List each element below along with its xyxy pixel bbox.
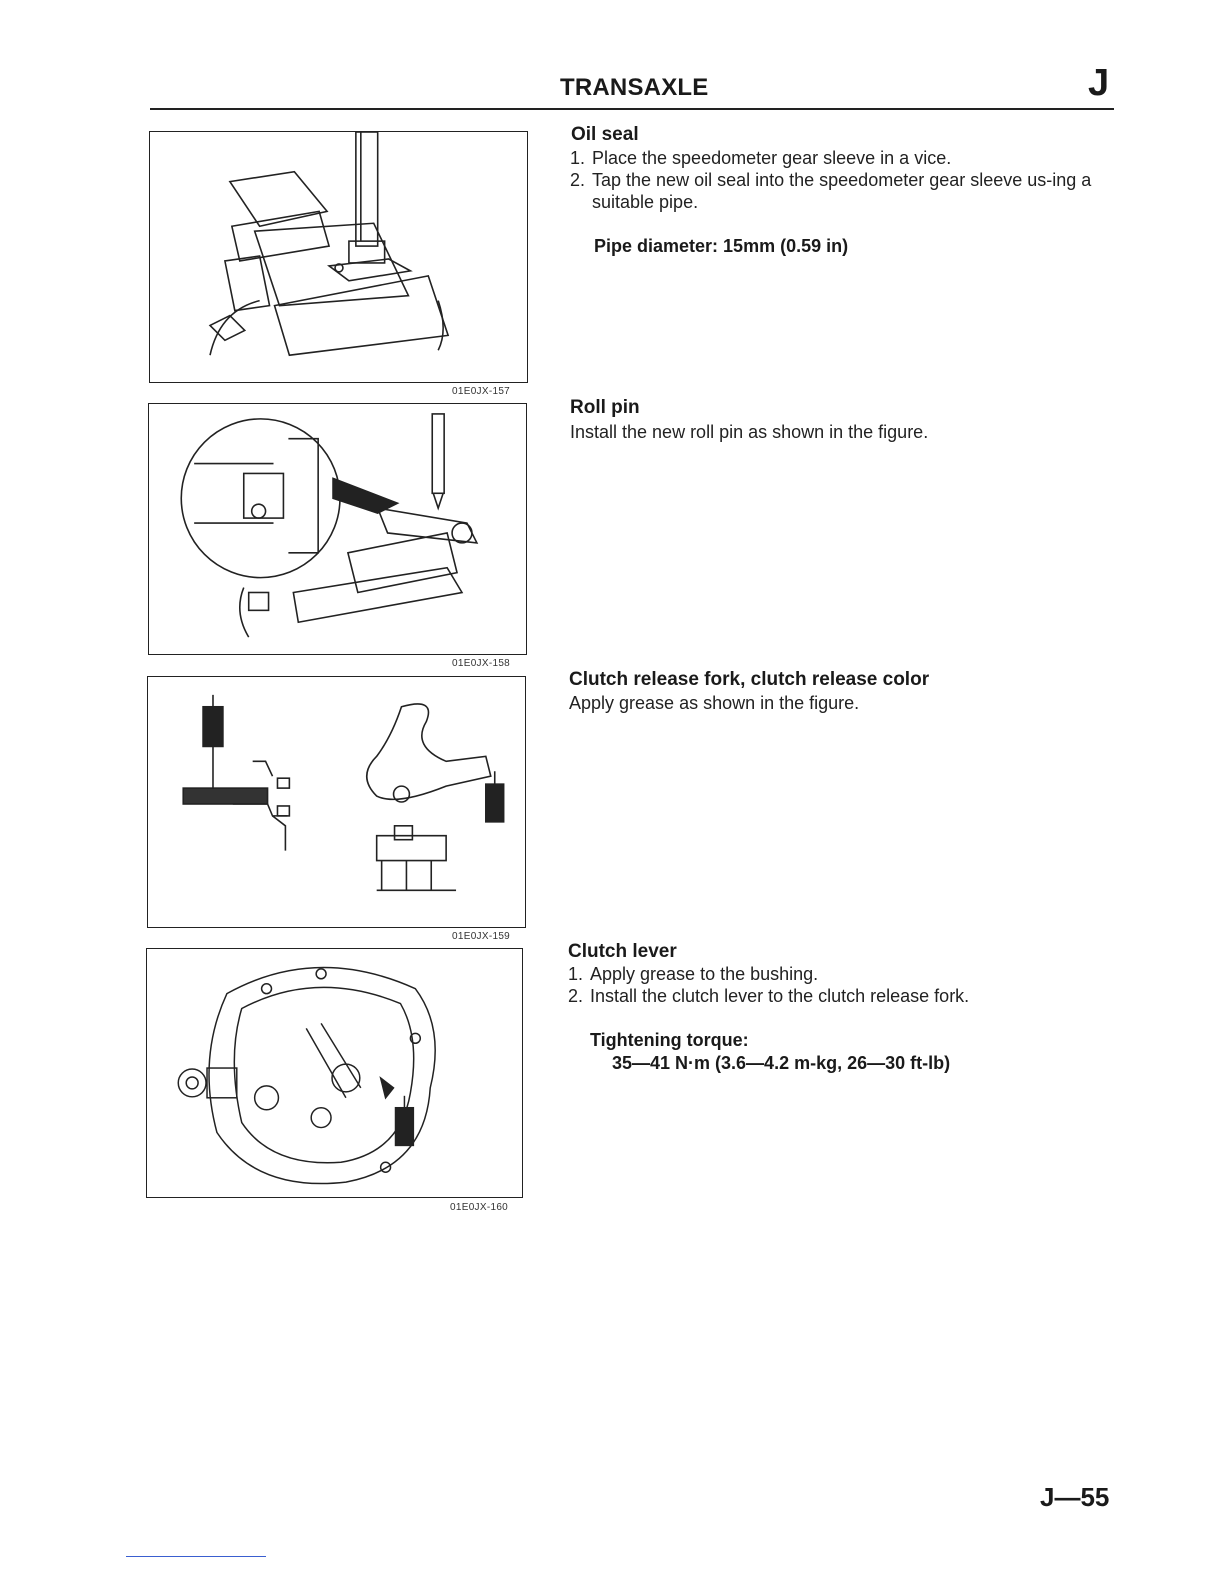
header-divider [150, 108, 1114, 110]
figure-code: 01E0JX-158 [452, 658, 511, 669]
grease-fork-illustration [148, 677, 525, 927]
section-title-clutch-lever: Clutch lever [568, 941, 677, 962]
step-text: Install the clutch lever to the clutch release fork. [590, 986, 970, 1006]
section-letter: J [1088, 62, 1110, 104]
figure-roll-pin [148, 403, 527, 655]
section-title-oil-seal: Oil seal [571, 124, 639, 145]
step-item [568, 985, 1113, 1007]
figure-code: 01E0JX-159 [452, 931, 511, 942]
step-number: 2. [568, 986, 584, 1006]
step-number: 2. [570, 170, 586, 190]
step-number: 1. [570, 148, 586, 168]
figure-clutch-fork [147, 676, 526, 928]
figure-code: 01E0JX-157 [452, 386, 511, 397]
figure-code: 01E0JX-160 [450, 1202, 509, 1213]
figure-clutch-lever [146, 948, 523, 1198]
vice-pipe-illustration [150, 132, 527, 382]
step-item [570, 147, 1115, 169]
section-title-clutch-fork: Clutch release fork, clutch release color [569, 669, 930, 690]
roll-pin-illustration [149, 404, 526, 654]
section-title-roll-pin: Roll pin [570, 397, 640, 418]
transaxle-case-illustration [147, 949, 522, 1197]
page-number: J—55 [1040, 1482, 1110, 1512]
step-item [568, 963, 1113, 985]
roll-pin-text: Install the new roll pin as shown in the figure. [570, 422, 929, 442]
step-text: Place the speedometer gear sleeve in a vice. [592, 148, 952, 168]
tightening-torque-value: 35—41 N·m (3.6—4.2 m-kg, 26—30 ft-lb) [612, 1053, 951, 1073]
footer-divider [126, 1556, 266, 1557]
oil-seal-steps [570, 147, 1115, 213]
step-number: 1. [568, 964, 584, 984]
page-title: TRANSAXLE [560, 74, 709, 101]
pipe-diameter-spec: Pipe diameter: 15mm (0.59 in) [594, 236, 849, 256]
step-text: Tap the new oil seal into the speedometer gear sleeve us-ing a suitable pipe. [592, 170, 1092, 212]
tightening-torque-label: Tightening torque: [590, 1030, 749, 1050]
clutch-lever-steps [568, 963, 1113, 1007]
clutch-fork-text: Apply grease as shown in the figure. [569, 693, 860, 713]
figure-oil-seal [149, 131, 528, 383]
step-item [570, 169, 1115, 213]
step-text: Apply grease to the bushing. [590, 964, 819, 984]
